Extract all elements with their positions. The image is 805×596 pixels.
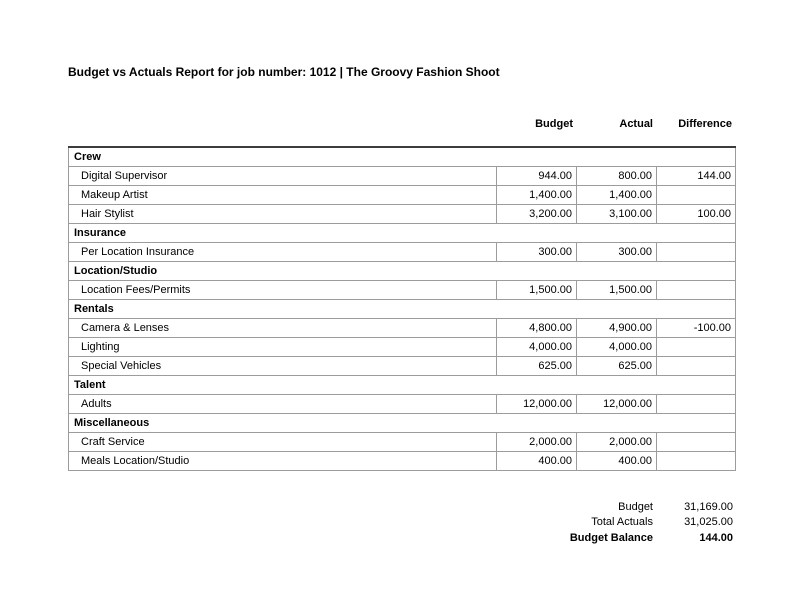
section-header-row	[69, 147, 736, 167]
line-item-label: Adults	[69, 395, 497, 414]
difference-value	[657, 357, 736, 376]
actual-value: 625.00	[577, 357, 657, 376]
line-item-label: Makeup Artist	[69, 186, 497, 205]
budget-value: 12,000.00	[497, 395, 577, 414]
table-row	[69, 319, 736, 338]
column-header-row	[68, 118, 735, 130]
table-row	[69, 243, 736, 262]
line-item-label: Special Vehicles	[69, 357, 497, 376]
line-item-label: Location Fees/Permits	[69, 281, 497, 300]
budget-value: 2,000.00	[497, 433, 577, 452]
actual-value: 400.00	[577, 452, 657, 471]
section-name: Miscellaneous	[69, 414, 736, 433]
column-header-actual: Actual	[619, 118, 653, 130]
column-header-spacer	[68, 118, 496, 130]
line-item-label: Camera & Lenses	[69, 319, 497, 338]
actual-value: 4,000.00	[577, 338, 657, 357]
line-item-label: Hair Stylist	[69, 205, 497, 224]
actual-value: 3,100.00	[577, 205, 657, 224]
total-label: Budget Balance	[569, 531, 653, 544]
section-name: Talent	[69, 376, 736, 395]
budget-value: 400.00	[497, 452, 577, 471]
table-row	[69, 186, 736, 205]
difference-value	[657, 338, 736, 357]
section-header-row	[69, 262, 736, 281]
budget-value: 1,500.00	[497, 281, 577, 300]
section-name: Location/Studio	[69, 262, 736, 281]
total-row	[68, 530, 735, 546]
table-row	[69, 395, 736, 414]
difference-value	[657, 395, 736, 414]
budget-value: 625.00	[497, 357, 577, 376]
total-value: 31,169.00	[684, 500, 733, 513]
budget-value: 300.00	[497, 243, 577, 262]
total-value: 144.00	[699, 531, 733, 544]
difference-value	[657, 186, 736, 205]
section-header-row	[69, 376, 736, 395]
line-item-label: Lighting	[69, 338, 497, 357]
budget-value: 1,400.00	[497, 186, 577, 205]
section-header-row	[69, 414, 736, 433]
table-row	[69, 281, 736, 300]
table-row	[69, 205, 736, 224]
difference-value	[657, 433, 736, 452]
section-name: Insurance	[69, 224, 736, 243]
table-row	[69, 338, 736, 357]
total-value: 31,025.00	[684, 516, 733, 529]
report-title: Budget vs Actuals Report for job number: 1012 | The Groovy Fashion Shoot	[68, 65, 500, 79]
column-header-budget: Budget	[535, 118, 573, 130]
column-header-difference: Difference	[678, 118, 732, 130]
section-header-row	[69, 300, 736, 319]
actual-value: 1,400.00	[577, 186, 657, 205]
actual-value: 300.00	[577, 243, 657, 262]
difference-value	[657, 452, 736, 471]
actual-value: 800.00	[577, 167, 657, 186]
difference-value: 100.00	[657, 205, 736, 224]
total-label: Budget	[618, 500, 653, 513]
table-row	[69, 167, 736, 186]
table-row	[69, 357, 736, 376]
line-item-label: Craft Service	[69, 433, 497, 452]
budget-value: 4,800.00	[497, 319, 577, 338]
difference-value: -100.00	[657, 319, 736, 338]
budget-value: 3,200.00	[497, 205, 577, 224]
budget-vs-actuals-table	[68, 146, 736, 471]
section-name: Crew	[69, 147, 736, 167]
budget-value: 4,000.00	[497, 338, 577, 357]
budget-value: 944.00	[497, 167, 577, 186]
total-row	[68, 499, 735, 515]
total-row	[68, 515, 735, 531]
difference-value	[657, 243, 736, 262]
difference-value	[657, 281, 736, 300]
actual-value: 4,900.00	[577, 319, 657, 338]
section-name: Rentals	[69, 300, 736, 319]
table-row	[69, 452, 736, 471]
actual-value: 1,500.00	[577, 281, 657, 300]
actual-value: 12,000.00	[577, 395, 657, 414]
total-label: Total Actuals	[591, 516, 653, 529]
totals-block	[68, 499, 735, 546]
table-row	[69, 433, 736, 452]
section-header-row	[69, 224, 736, 243]
line-item-label: Meals Location/Studio	[69, 452, 497, 471]
line-item-label: Digital Supervisor	[69, 167, 497, 186]
line-item-label: Per Location Insurance	[69, 243, 497, 262]
difference-value: 144.00	[657, 167, 736, 186]
actual-value: 2,000.00	[577, 433, 657, 452]
